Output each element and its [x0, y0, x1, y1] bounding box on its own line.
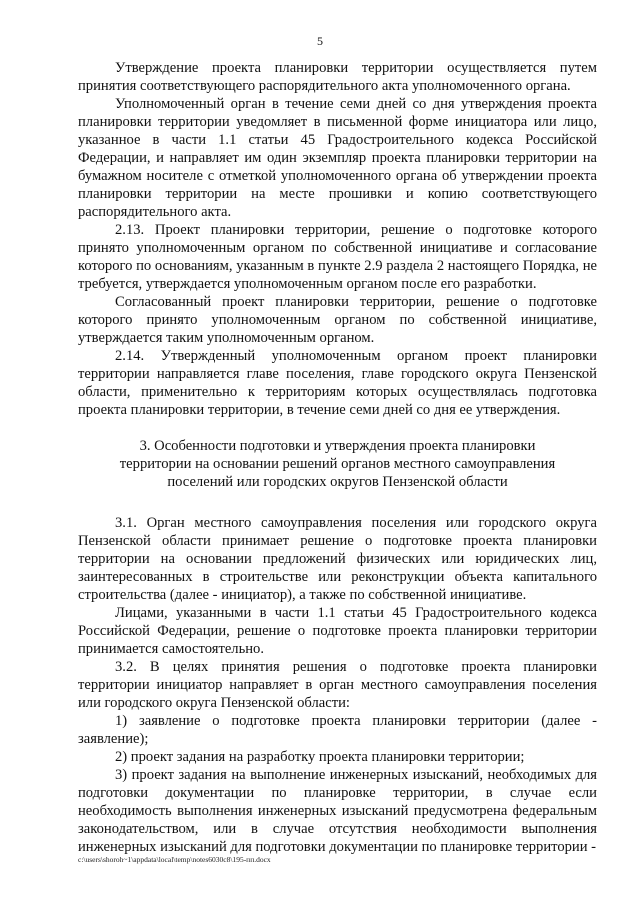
section-heading-line: поселений или городских округов Пензенской области [167, 474, 508, 490]
file-path-footer: c:\users\shoroh~1\appdata\local\temp\notes6030c8\195-пп.docx [78, 855, 271, 864]
paragraph: 3.1. Орган местного самоуправления поселения или городского округа Пензенской области принимает решение о подготовке проекта планировки территории на основании предложений физических или юридических лиц, заинтересованных в строительстве или реконструкции объекта капитального строительства (далее - инициатор), а также по собственной инициативе. [78, 515, 597, 603]
paragraph: 2.14. Утвержденный уполномоченным органом проект планировки территории направляется главе поселения, главе городского округа Пензенской области, применительно к территориям которых осуществлялась подготовка проекта планировки территории, в течение семи дней со дня ее утверждения. [78, 348, 597, 418]
paragraph: Утверждение проекта планировки территории осуществляется путем принятия соответствующего распорядительного акта уполномоченного органа. [78, 60, 597, 94]
paragraph: Уполномоченный орган в течение семи дней со дня утверждения проекта планировки территории уведомляет в письменной форме инициатора или лицо, указанное в части 1.1 статьи 45 Градостроительного кодекса Российской Федерации, и направляет им один экземпляр проекта планировки территории на бумажном носителе с отметкой уполномоченного органа об утверждении проекта планировки территории на месте прошивки и копию соответствующего распорядительного акта. [78, 96, 597, 220]
list-item: 2) проект задания на разработку проекта планировки территории; [115, 749, 525, 765]
paragraph: 3.2. В целях принятия решения о подготовке проекта планировки территории инициатор направляет в орган местного самоуправления поселения или городского округа Пензенской области: [78, 659, 597, 711]
page-number: 5 [317, 34, 323, 48]
paragraph: Согласованный проект планировки территории, решение о подготовке которого принято уполномоченным органом по собственной инициативе, утверждается таким уполномоченным органом. [78, 294, 597, 346]
paragraph: 2.13. Проект планировки территории, решение о подготовке которого принято уполномоченным органом по собственной инициативе и согласование которого по основаниям, указанным в пункте 2.9 раздела 2 настоящего Порядка, не требуется, утверждается уполномоченным органом после его разработки. [78, 222, 597, 292]
section-heading-line: территории на основании решений органов местного самоуправления [119, 456, 556, 472]
list-item: 1) заявление о подготовке проекта планировки территории (далее - заявление); [78, 713, 597, 747]
paragraph: Лицами, указанными в части 1.1 статьи 45 Градостроительного кодекса Российской Федерации, решение о подготовке проекта планировки территории принимается самостоятельно. [78, 605, 597, 657]
list-item: 3) проект задания на выполнение инженерных изысканий, необходимых для подготовки документации по планировке территории, в случае если необходимость выполнения инженерных изысканий предусмотрена федеральным законодательством, или в случае отсутствия необходимости выполнения инженерных изысканий для подготовки документации по планировке территории - [78, 767, 597, 855]
document-body [78, 59, 597, 856]
section-heading-line: 3. Особенности подготовки и утверждения проекта планировки [139, 438, 536, 454]
section-heading [78, 437, 597, 491]
